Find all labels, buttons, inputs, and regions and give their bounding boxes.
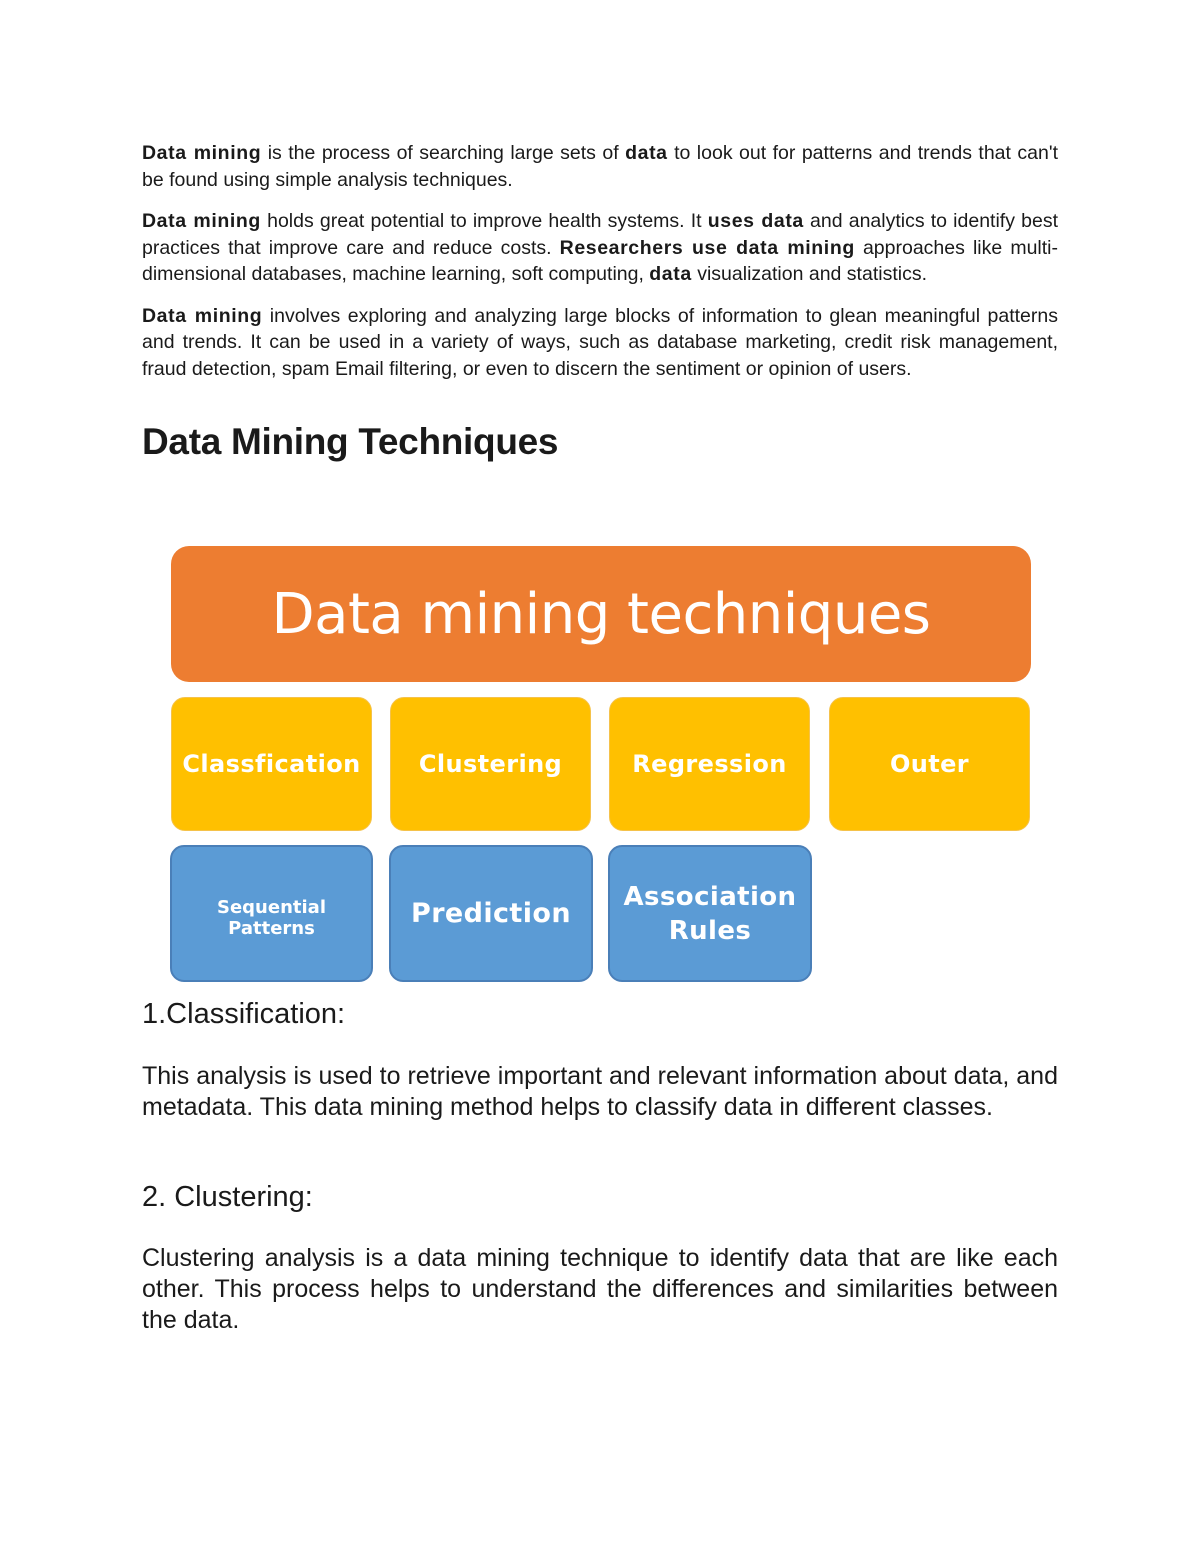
section-text-classification: This analysis is used to retrieve important and relevant information about data, and metadata. This data mining method helps to classify data in different classes. — [142, 1062, 1058, 1121]
technique-box-association-rules: Association Rules — [608, 845, 812, 982]
bold-term: Researchers use data mining — [559, 236, 855, 259]
intro-paragraph-1: Data mining is the process of searching large sets of data to look out for patterns and trends that can't be found using simple analysis techniques. — [142, 142, 1058, 191]
technique-box-prediction: Prediction — [389, 845, 593, 982]
intro-paragraph-2: Data mining holds great potential to improve health systems. It uses data and analytics to identify best practices that improve care and reduce costs. Researchers use data mining approaches like multi-dimensional databases, machine learning, soft computing, data visualization and statistics. — [142, 210, 1058, 285]
section-title-clustering: 2. Clustering: — [142, 1181, 313, 1213]
bold-term: data — [649, 263, 692, 285]
section-text-clustering: Clustering analysis is a data mining technique to identify data that are like each other. This process helps to understand the differences and similarities between the data. — [142, 1244, 1058, 1334]
section-heading: Data Mining Techniques — [142, 421, 559, 462]
intro-paragraph-3: Data mining involves exploring and analyzing large blocks of information to glean meaningful patterns and trends. It can be used in a variety of ways, such as database marketing, credit risk management, fraud detection, spam Email filtering, or even to discern the sentiment or opinion of users. — [142, 304, 1058, 380]
document-body — [142, 140, 1058, 464]
bold-term: Data mining — [142, 304, 263, 327]
bold-term: data — [625, 142, 668, 164]
technique-box-regression: Regression — [609, 697, 810, 831]
technique-box-outer: Outer — [829, 697, 1030, 831]
technique-box-sequential-patterns: Sequential Patterns — [170, 845, 373, 982]
technique-box-classification: Classfication — [171, 697, 372, 831]
bold-term: Data mining — [142, 210, 261, 232]
diagram-title-box: Data mining techniques — [171, 546, 1031, 682]
bold-term: uses data — [707, 210, 804, 232]
technique-box-clustering: Clustering — [390, 697, 591, 831]
bold-term: Data mining — [142, 142, 262, 164]
section-title-classification: 1.Classification: — [142, 998, 346, 1030]
